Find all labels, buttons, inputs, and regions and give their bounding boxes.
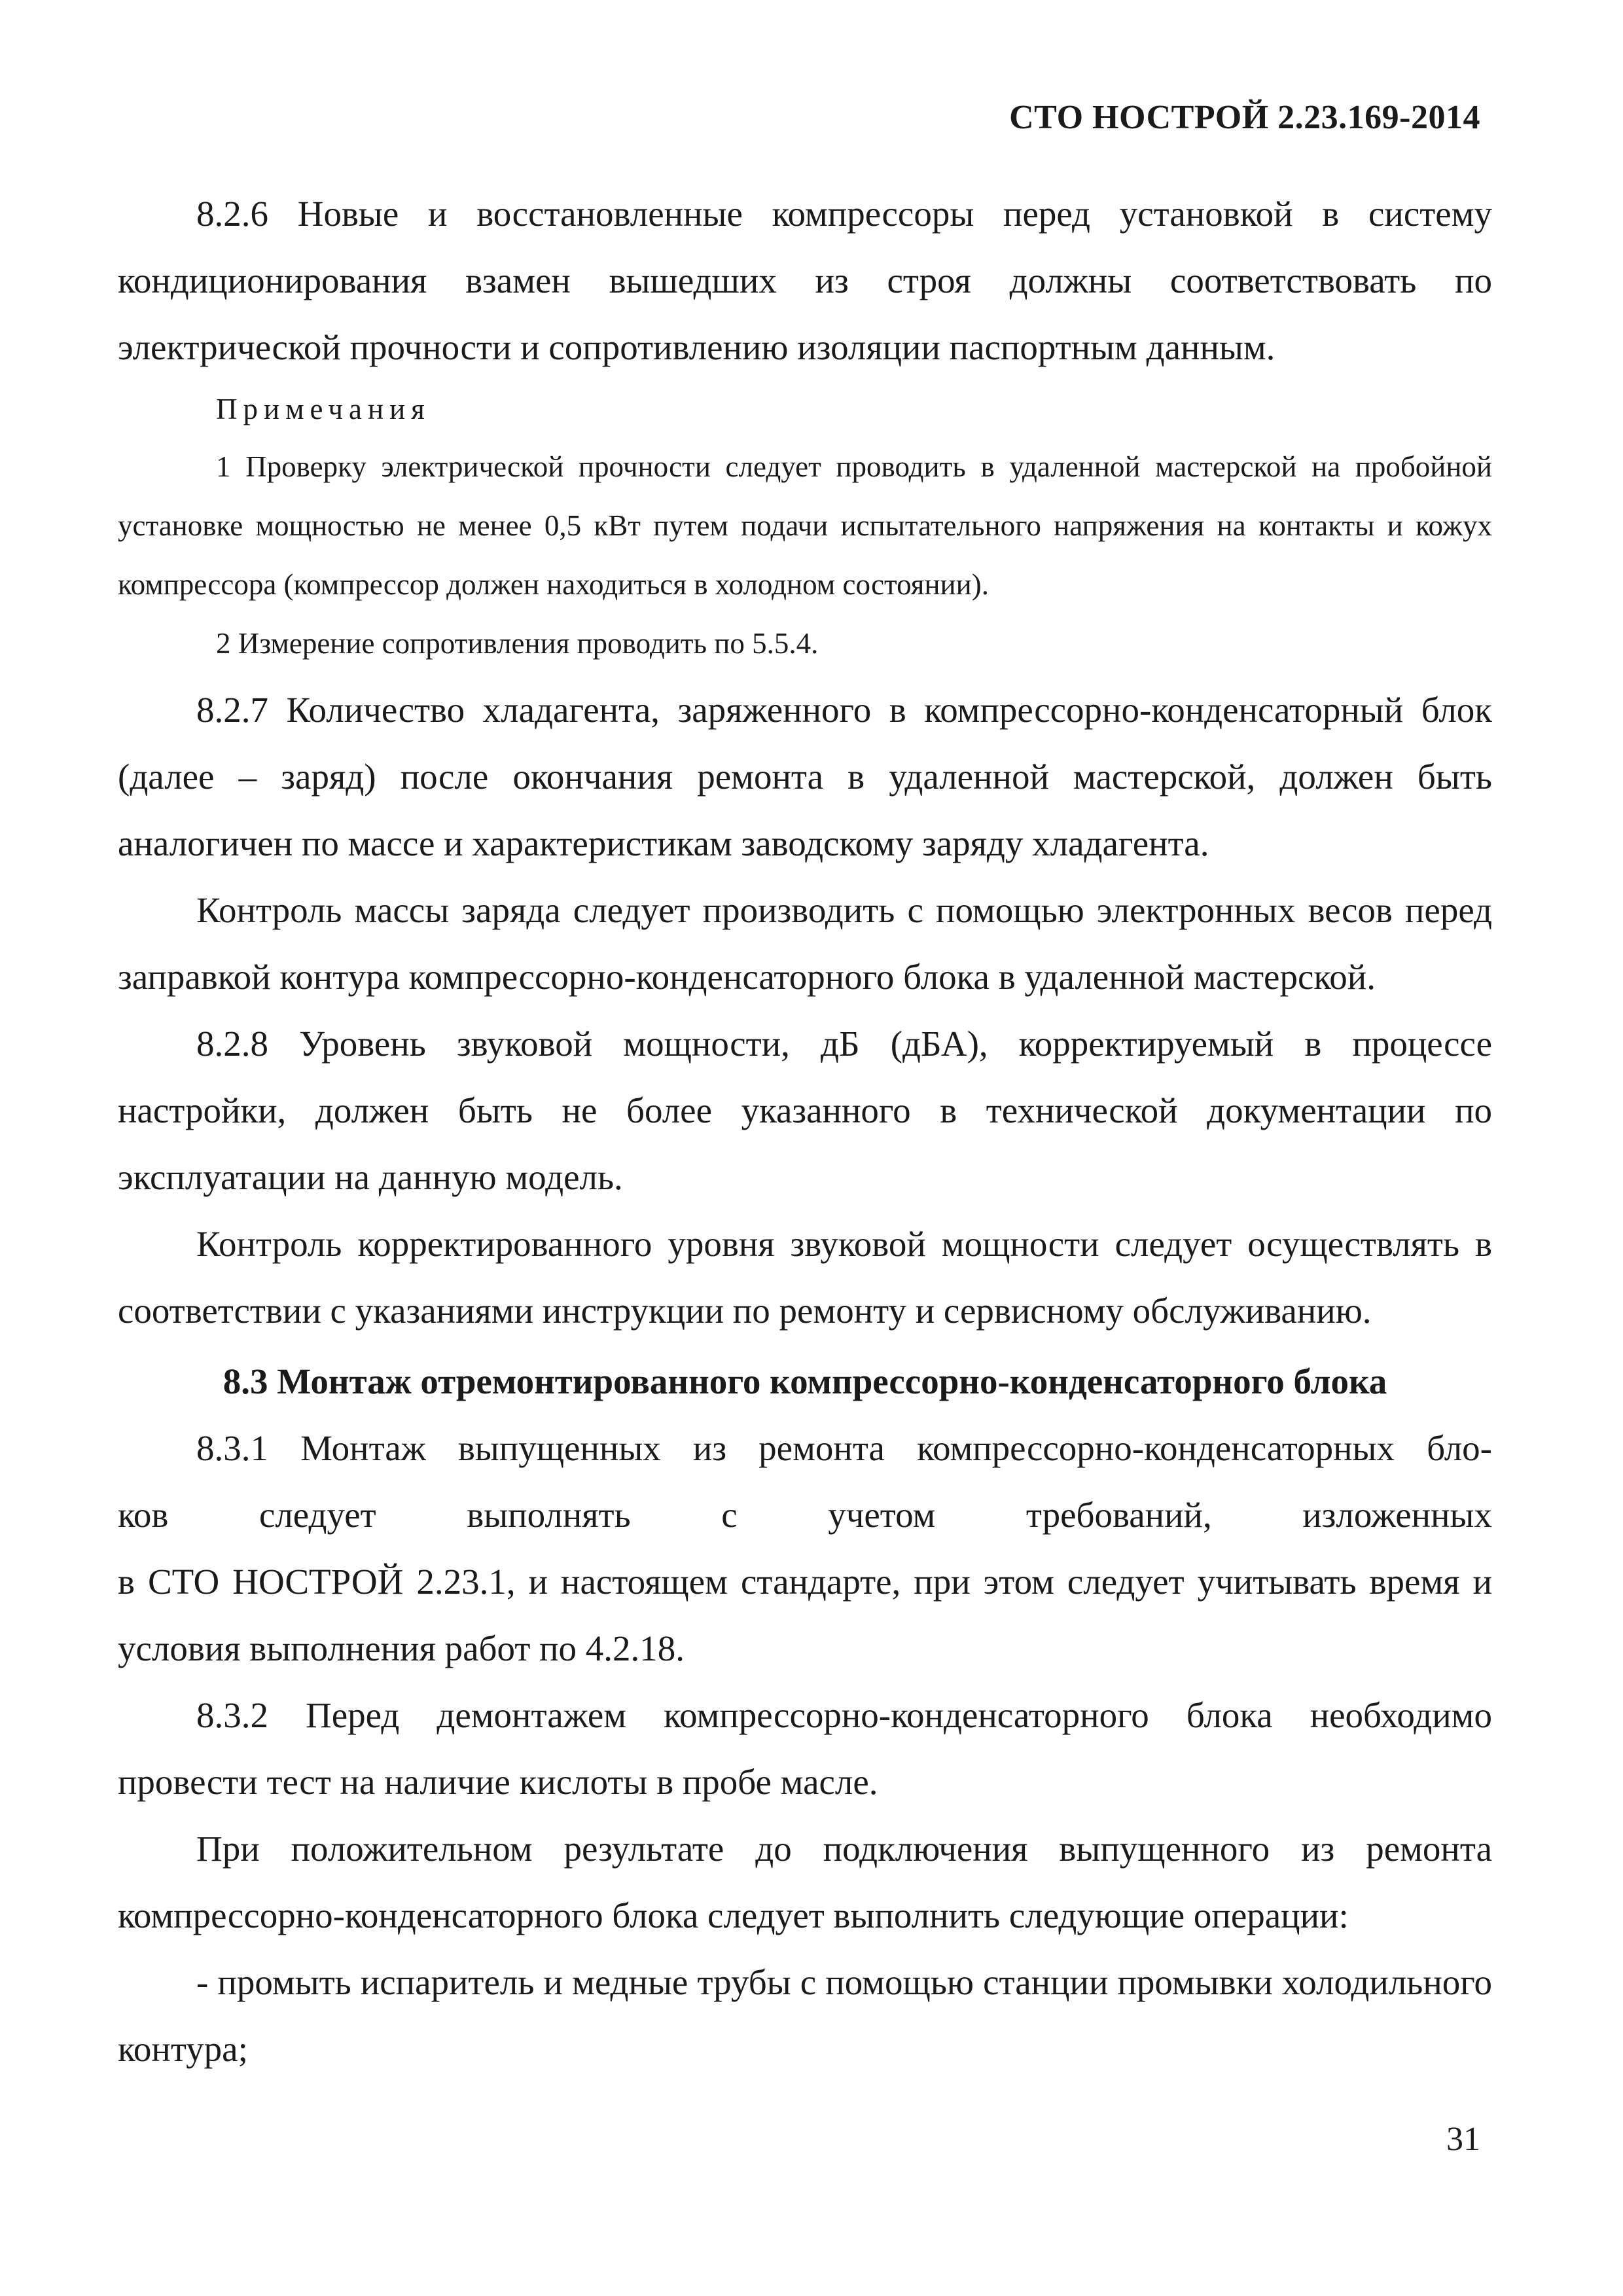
section-heading-8-3: 8.3 Монтаж отремонтированного компрессорно-конденсаторного блока	[223, 1361, 1387, 1401]
notes-heading: Примечания	[216, 393, 431, 425]
page-number: 31	[1446, 2121, 1480, 2158]
paragraph-8-3-2-positive: При положительном результате до подключения выпущенного из ремонта компрессорно-конденсаторного блока следует выполнить следующие операции:	[118, 1829, 1492, 1935]
document-body	[118, 181, 1492, 2083]
paragraph-8-2-8-control: Контроль корректированного уровня звуковой мощности следует осуществлять в соответствии с указаниями инструкции по ремонту и сервисному обслуживанию.	[118, 1224, 1492, 1331]
paragraph-8-3-1-line-2: ков следует выполнять с учетом требований, изложенных	[118, 1495, 1492, 1535]
paragraph-8-2-7-control: Контроль массы заряда следует производить с помощью электронных весов перед заправкой контура компрессорно-конденсаторного блока в удаленной мастерской.	[118, 890, 1492, 997]
document-code-header: СТО НОСТРОЙ 2.23.169-2014	[1009, 99, 1480, 136]
paragraph-8-3-1-line-3: в СТО НОСТРОЙ 2.23.1, и настоящем стандарте, при этом следует учитывать время и условия выполнения работ по 4.2.18.	[118, 1562, 1492, 1668]
list-item-flush-evaporator: - промыть испаритель и медные трубы с помощью станции промывки холодильного контура;	[118, 1962, 1492, 2069]
paragraph-8-3-2: 8.3.2 Перед демонтажем компрессорно-конденсаторного блока необходимо провести тест на наличие кислоты в пробе масле.	[118, 1695, 1492, 1802]
paragraph-8-3-1-line-1: 8.3.1 Монтаж выпущенных из ремонта компрессорно-конденсаторных бло-	[196, 1428, 1492, 1468]
paragraph-8-2-7: 8.2.7 Количество хладагента, заряженного в компрессорно-конденсаторный блок (далее – заряд) после окончания ремонта в удаленной мастерской, должен быть аналогичен по массе и характеристикам заводскому заряду хладагента.	[118, 690, 1492, 863]
note-2: 2 Измерение сопротивления проводить по 5.5.4.	[216, 627, 819, 660]
note-1: 1 Проверку электрической прочности следует проводить в удаленной мастерской на пробойной установке мощностью не менее 0,5 кВт путем подачи испытательного напряжения на контакты и кожух компрессора (компрессор должен находиться в холодном состоянии).	[118, 450, 1492, 601]
paragraph-8-2-8: 8.2.8 Уровень звуковой мощности, дБ (дБА), корректируемый в процессе настройки, должен быть не более указанного в технической документации по эксплуатации на данную модель.	[118, 1024, 1492, 1197]
paragraph-8-2-6: 8.2.6 Новые и восстановленные компрессоры перед установкой в систему кондиционирования взамен вышедших из строя должны соответствовать по электрической прочности и сопротивлению изоляции паспортным данным.	[118, 194, 1492, 367]
